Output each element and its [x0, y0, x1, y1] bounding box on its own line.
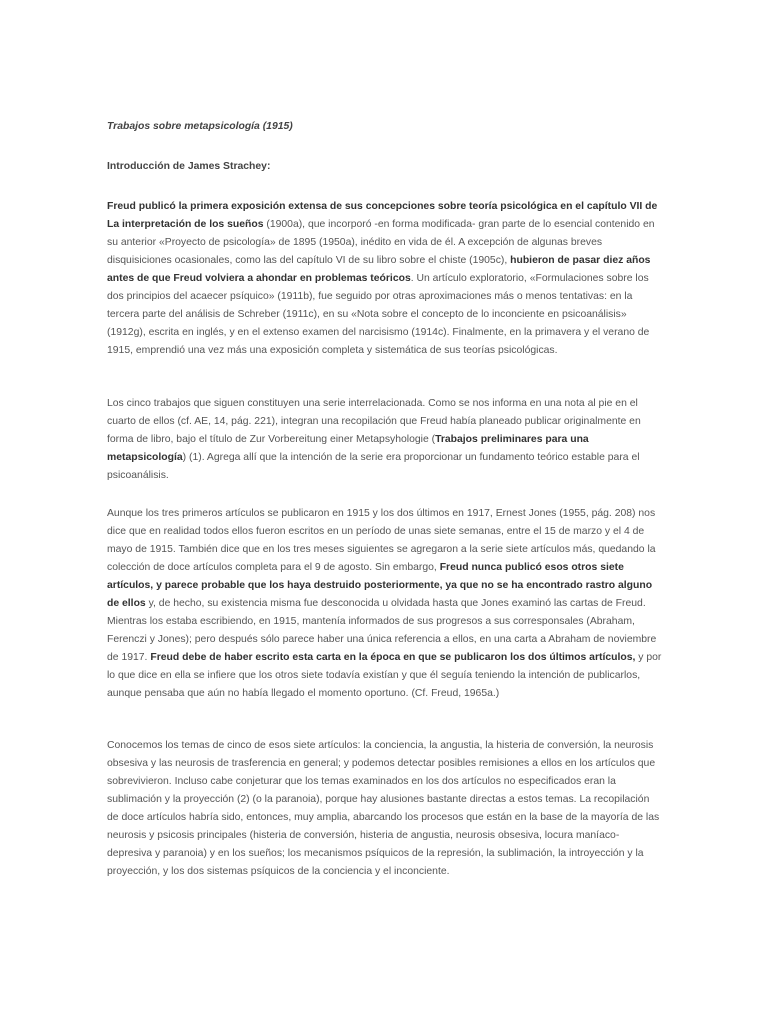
paragraph-1 [107, 198, 663, 360]
paragraph-4-segment: Conocemos los temas de cinco de esos siete artículos: la conciencia, la angustia, la histeria de conversión, la neurosis obsesiva y las neurosis de trasferencia en general; y podemos detectar posibles remisiones a ellos en los artículos que sobrevivieron. Incluso cabe conjeturar que los temas examinados en los dos artículos no especificados eran la sublimación y la proyección (2) (o la paranoia), porque hay alusiones bastante directas a estos temas. La recopilación de doce artículos habría sido, entonces, muy amplia, abarcando los procesos que están en la base de la mayoría de las neurosis y psicosis principales (histeria de conversión, histeria de angustia, neurosis obsesiva, locura maníaco-depresiva y paranoia) y en los sueños; los mecanismos psíquicos de la represión, la sublimación, la introyección y la proyección, y los dos sistemas psíquicos de la conciencia y el inconciente. [107, 740, 660, 877]
paragraph-2-segment: ) (1). Agrega allí que la intención de la serie era proporcionar un fundamento teórico estable para el psicoanálisis. [107, 452, 640, 481]
paragraph-3 [107, 505, 663, 703]
paragraph-3-segment: Aunque los tres primeros artículos se publicaron en 1915 y los dos últimos en 1917, Ernest Jones (1955, pág. 208) nos dice que en realidad todos ellos fueron escritos en un período de unas siete semanas, entre el 15 de marzo y el 4 de mayo de 1915. También dice que en los tres meses siguientes se agregaron a la serie siete artículos más, quedando la colección de doce artículos completa para el 9 de agosto. Sin embargo, [107, 508, 656, 573]
paragraph-1-segment: Freud publicó la primera exposición extensa de sus concepciones sobre teoría psicológica en el capítulo VII de La interpretación de los sueños [107, 201, 658, 230]
paragraph-3-segment: Freud nunca publicó esos otros siete artículos, y parece probable que los haya destruido posteriormente, ya que no se ha encontrado rastro alguno de ellos [107, 562, 653, 609]
paragraph-1-segment: (1900a), que incorporó -en forma modificada- gran parte de lo esencial contenido en su anterior «Proyecto de psicología» de 1895 (1950a), inédito en vida de él. A excepción de algunas breves disquisiciones ocasionales, como las del capítulo VI de su libro sobre el chiste (1905c), [107, 219, 655, 266]
paragraph-2 [107, 395, 663, 485]
paragraph-1-segment: hubieron de pasar diez años antes de que Freud volviera a ahondar en problemas teóricos [107, 255, 651, 284]
paragraph-2-segment: Los cinco trabajos que siguen constituyen una serie interrelacionada. Como se nos informa en una nota al pie en el cuarto de ellos (cf. AE, 14, pág. 221), integran una recopilación que Freud había planeado publicar originalmente en forma de libro, bajo el título de Zur Vorbereitung einer Metapsyhologie ( [107, 398, 641, 445]
paragraph-1-segment: . Un artículo exploratorio, «Formulaciones sobre los dos principios del acaecer psíquico» (1911b), fue seguido por otras aproximaciones más o menos tentativas: en la tercera parte del análisis de Schreber (1911c), en su «Nota sobre el concepto de lo inconciente en psicoanálisis» (1912g), escrita en inglés, y en el extenso examen del narcisismo (1914c). Finalmente, en la primavera y el verano de 1915, emprendió una vez más una exposición completa y sistemática de sus teorías psicológicas. [107, 273, 650, 356]
document-subtitle: Introducción de James Strachey: [107, 161, 271, 172]
paragraph-3-segment: y por lo que dice en ella se infiere que los otros siete todavía existían y que él seguía teniendo la intención de publicarlos, aunque pensaba que aún no había llegado el momento oportuno. (Cf. Freud, 1965a.) [107, 652, 662, 699]
paragraph-2-segment: Trabajos preliminares para una metapsicología [107, 434, 589, 463]
paragraph-3-segment: Freud debe de haber escrito esta carta en la época en que se publicaron los dos últimos artículos, [150, 652, 636, 663]
paragraph-4 [107, 737, 663, 881]
paragraph-3-segment: y, de hecho, su existencia misma fue desconocida u olvidada hasta que Jones examinó las cartas de Freud. Mientras los estaba escribiendo, en 1915, mantenía informados de sus progresos a sus corresponsales (Abraham, Ferenczi y Jones); pero después sólo parece haber una única referencia a ellos, en una carta a Abraham de noviembre de 1917. [107, 598, 657, 663]
document-title: Trabajos sobre metapsicología (1915) [107, 121, 293, 132]
